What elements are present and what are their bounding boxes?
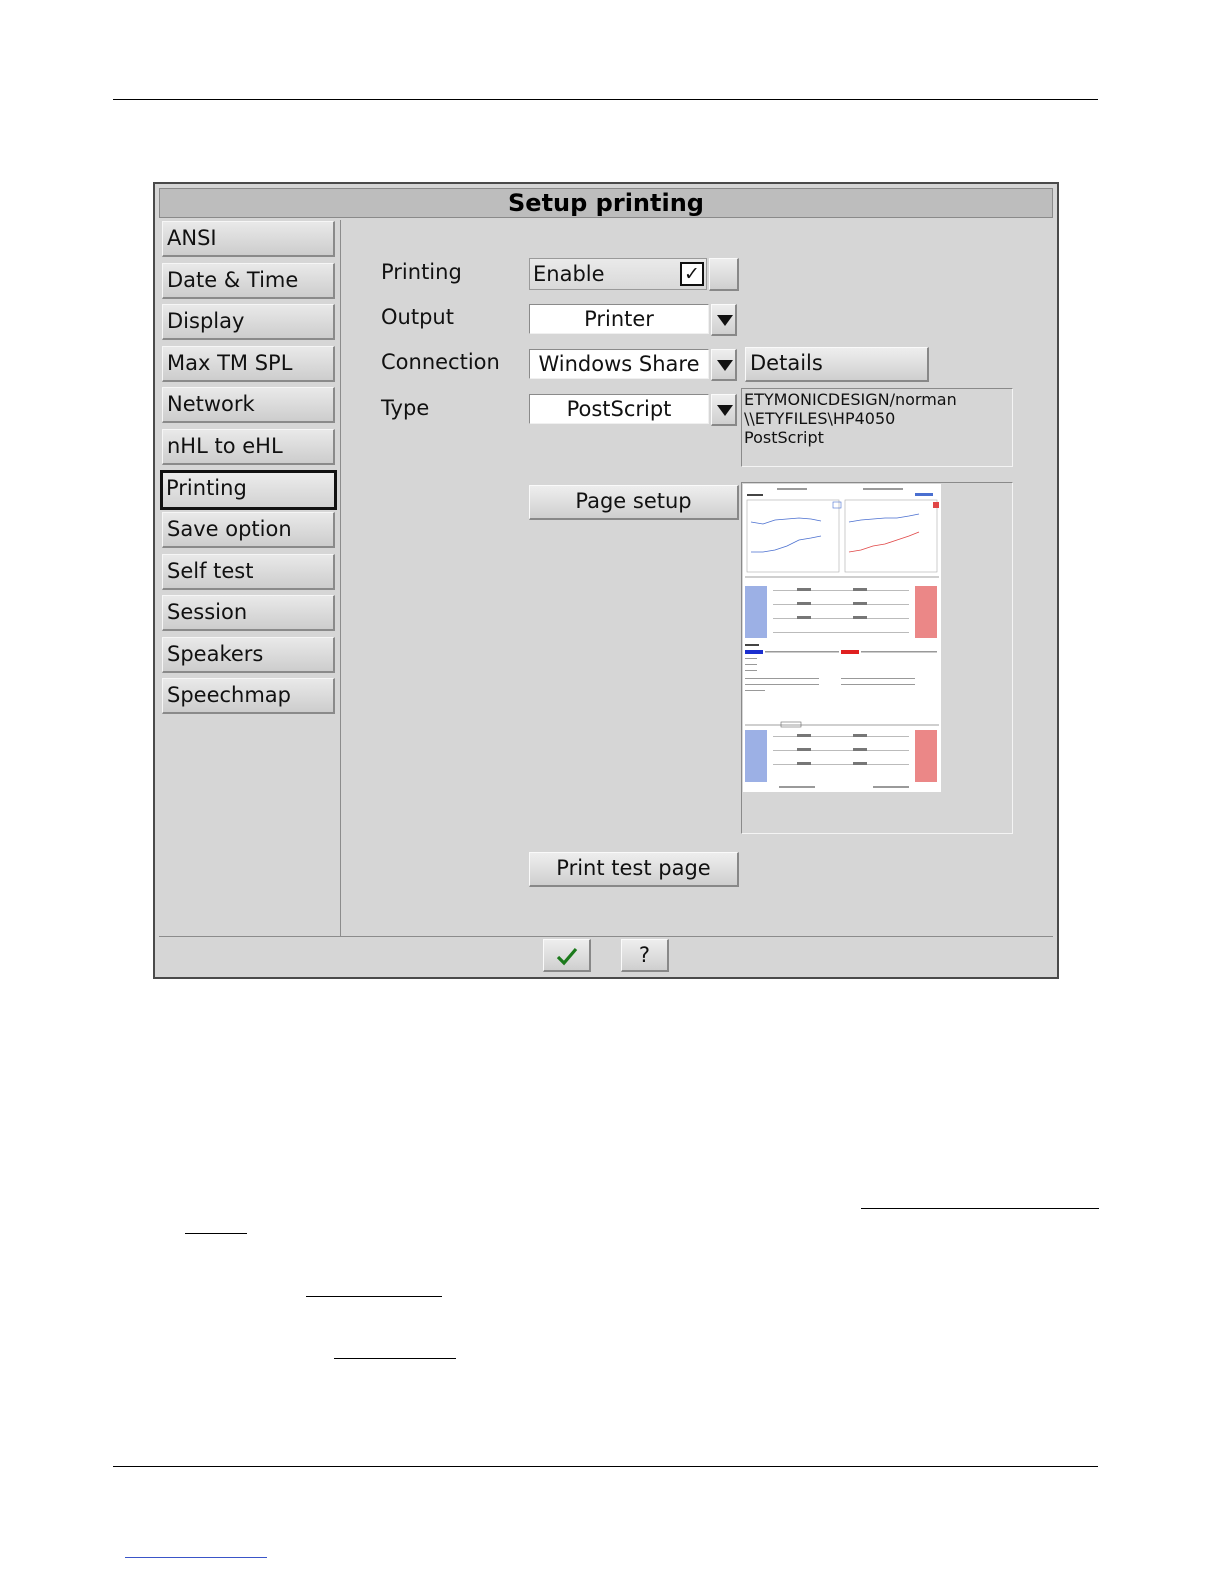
preview-graphic [743, 484, 941, 792]
enable-checkbox[interactable]: ✓ [680, 262, 704, 286]
checkmark-icon [555, 945, 579, 967]
type-select[interactable]: PostScript [529, 394, 709, 424]
connection-label: Connection [381, 350, 500, 374]
text-underline [306, 1296, 442, 1297]
sidebar-item-printing[interactable]: Printing [160, 470, 337, 510]
sidebar-item-self-test[interactable]: Self test [162, 554, 335, 590]
dialog-button-bar [159, 936, 1053, 975]
chevron-down-icon [717, 315, 733, 326]
chevron-down-icon [717, 360, 733, 371]
setup-printing-window [153, 182, 1059, 979]
sidebar-item-session[interactable]: Session [162, 595, 335, 631]
text-underline [861, 1208, 1099, 1209]
details-button[interactable]: Details [745, 347, 929, 382]
footer-link-underline[interactable] [125, 1557, 267, 1558]
connection-dropdown-button[interactable] [711, 349, 737, 381]
printing-enable-field[interactable] [529, 258, 707, 290]
page-setup-button[interactable]: Page setup [529, 485, 739, 520]
info-line: PostScript [744, 428, 824, 447]
info-line: ETYMONICDESIGN/norman [744, 390, 957, 409]
help-button[interactable]: ? [621, 939, 669, 972]
ok-button[interactable] [543, 939, 591, 972]
info-line: \\ETYFILES\HP4050 [744, 409, 896, 428]
sidebar-item-speechmap[interactable]: Speechmap [162, 678, 335, 714]
page-footer-rule [113, 1466, 1098, 1467]
output-select[interactable]: Printer [529, 304, 709, 334]
enable-label: Enable [533, 262, 605, 286]
printing-settings-panel [341, 220, 1053, 936]
printing-label: Printing [381, 260, 462, 284]
window-title: Setup printing [159, 188, 1053, 218]
page-header-rule [113, 99, 1098, 100]
text-underline [334, 1358, 456, 1359]
output-dropdown-button[interactable] [711, 304, 737, 336]
print-test-page-button[interactable]: Print test page [529, 852, 739, 887]
printing-toggle-button[interactable] [709, 258, 739, 291]
chevron-down-icon [717, 405, 733, 416]
output-label: Output [381, 305, 454, 329]
settings-sidebar [159, 220, 341, 936]
page-preview-thumbnail [743, 484, 941, 792]
sidebar-item-ansi[interactable]: ANSI [162, 221, 335, 257]
page-preview-frame [741, 482, 1013, 834]
sidebar-item-display[interactable]: Display [162, 304, 335, 340]
type-dropdown-button[interactable] [711, 394, 737, 426]
sidebar-item-date-time[interactable]: Date & Time [162, 263, 335, 299]
connection-info-box [741, 388, 1013, 467]
sidebar-item-nhl-to-ehl[interactable]: nHL to eHL [162, 429, 335, 465]
type-label: Type [381, 396, 430, 420]
sidebar-item-speakers[interactable]: Speakers [162, 637, 335, 673]
connection-select[interactable]: Windows Share [529, 349, 709, 379]
text-underline [185, 1233, 247, 1234]
sidebar-item-network[interactable]: Network [162, 387, 335, 423]
sidebar-item-save-option[interactable]: Save option [162, 512, 335, 548]
sidebar-item-max-tm-spl[interactable]: Max TM SPL [162, 346, 335, 382]
